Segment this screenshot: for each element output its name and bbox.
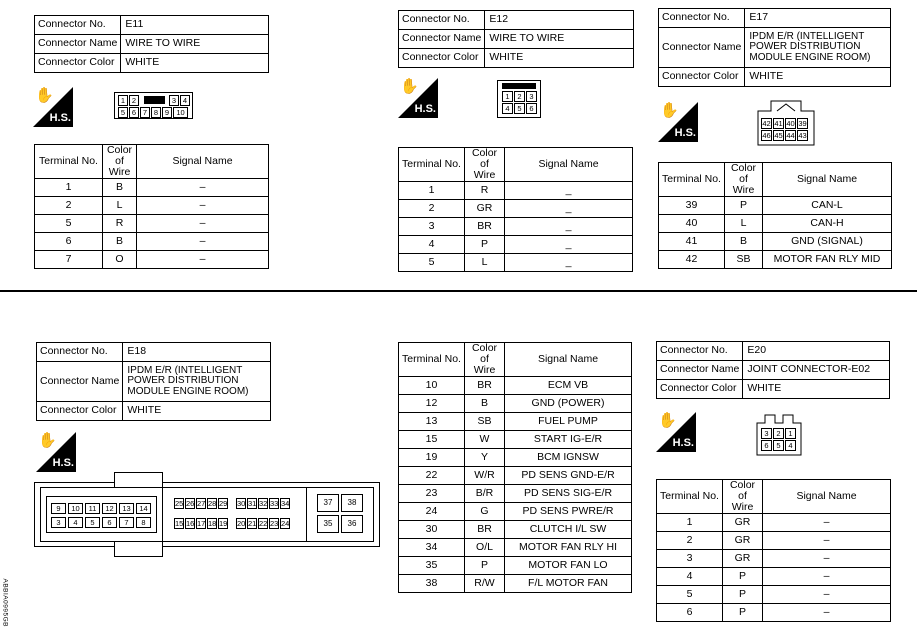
wire-color-cell: P: [465, 236, 505, 254]
e11-info-table: [34, 15, 269, 73]
table-row: [399, 218, 633, 236]
table-row: [399, 431, 632, 449]
harness-side-icon: [398, 78, 438, 118]
signal-name-cell: PD SENS SIG-E/R: [505, 485, 632, 503]
connector-no: E11: [121, 16, 269, 35]
e17-terminal-table: [658, 162, 892, 269]
connector-color: WHITE: [121, 54, 269, 73]
wire-color-cell: R/W: [465, 575, 505, 593]
signal-name-cell: –: [763, 568, 891, 586]
terminal-no-cell: 10: [399, 377, 465, 395]
wire-color-cell: BR: [465, 377, 505, 395]
signal-name-cell: PD SENS PWRE/R: [505, 503, 632, 521]
terminal-no-cell: 40: [659, 215, 725, 233]
table-row: [399, 575, 632, 593]
label: Connector Name: [657, 361, 743, 380]
table-row: [659, 233, 892, 251]
terminal-no-cell: 4: [657, 568, 723, 586]
table-row: [657, 514, 891, 532]
e20-info-table: [656, 341, 890, 399]
terminal-no-cell: 6: [657, 604, 723, 622]
wire-color-cell: GR: [723, 532, 763, 550]
pin: 44: [786, 131, 795, 140]
signal-name-cell: –: [763, 550, 891, 568]
col-header: Color of Wire: [725, 163, 763, 197]
signal-name-cell: _: [505, 254, 633, 272]
pin: 13: [119, 503, 134, 514]
wire-color-cell: GR: [723, 514, 763, 532]
pin: 10: [68, 503, 83, 514]
wire-color-cell: B: [103, 179, 137, 197]
signal-name-cell: MOTOR FAN RLY HI: [505, 539, 632, 557]
terminal-no-cell: 5: [657, 586, 723, 604]
table-row: [35, 233, 269, 251]
table-row: [657, 604, 891, 622]
connector-name: IPDM E/R (INTELLIGENT POWER DISTRIBUTION MODULE ENGINE ROOM): [745, 28, 891, 68]
terminal-no-cell: 19: [399, 449, 465, 467]
pin: 38: [341, 494, 363, 512]
connector-no: E17: [745, 9, 891, 28]
connector-color: WHITE: [745, 68, 891, 87]
col-header: Terminal No.: [659, 163, 725, 197]
connector-lock: [144, 96, 165, 104]
signal-name-cell: _: [505, 200, 633, 218]
pin: 43: [798, 131, 807, 140]
wire-color-cell: GR: [723, 550, 763, 568]
pin: 42: [762, 119, 771, 128]
terminal-no-cell: 22: [399, 467, 465, 485]
col-header: Terminal No.: [35, 145, 103, 179]
terminal-no-cell: 12: [399, 395, 465, 413]
wire-color-cell: BR: [465, 521, 505, 539]
pin: 6: [761, 440, 772, 451]
label: Connector No.: [399, 11, 485, 30]
table-row: [399, 521, 632, 539]
signal-name-cell: MOTOR FAN LO: [505, 557, 632, 575]
col-header: Signal Name: [763, 480, 891, 514]
terminal-no-cell: 4: [399, 236, 465, 254]
wire-color-cell: P: [723, 586, 763, 604]
signal-name-cell: _: [505, 182, 633, 200]
wire-color-cell: L: [103, 197, 137, 215]
pin: 9: [51, 503, 66, 514]
table-row: [399, 485, 632, 503]
wire-color-cell: B/R: [465, 485, 505, 503]
terminal-no-cell: 38: [399, 575, 465, 593]
pin: 6: [102, 517, 117, 528]
signal-name-cell: START IG-E/R: [505, 431, 632, 449]
e20-terminal-table: [656, 479, 891, 622]
table-row: [399, 200, 633, 218]
table-row: [399, 557, 632, 575]
pin: 9: [162, 107, 172, 118]
label: Connector No.: [657, 342, 743, 361]
wire-color-cell: G: [465, 503, 505, 521]
label: Connector Name: [399, 30, 485, 49]
e17-connector-face: [757, 100, 815, 146]
pin: 45: [774, 131, 783, 140]
pin: 10: [173, 107, 188, 118]
terminal-no-cell: 1: [399, 182, 465, 200]
wire-color-cell: R: [465, 182, 505, 200]
signal-name-cell: F/L MOTOR FAN: [505, 575, 632, 593]
col-header: Signal Name: [505, 343, 632, 377]
terminal-no-cell: 35: [399, 557, 465, 575]
connector-color: WHITE: [123, 402, 271, 421]
e18-info-table: [36, 342, 271, 421]
label: Connector No.: [35, 16, 121, 35]
section-divider: [0, 290, 917, 292]
pin: 20: [237, 519, 246, 528]
pin: 30: [237, 499, 246, 508]
table-row: [35, 251, 269, 269]
pin: 39: [798, 119, 807, 128]
pin: 26: [186, 499, 195, 508]
pin: 31: [248, 499, 257, 508]
pin: 16: [186, 519, 195, 528]
table-row: [35, 179, 269, 197]
pin: 23: [270, 519, 279, 528]
wire-color-cell: B: [103, 233, 137, 251]
terminal-no-cell: 2: [399, 200, 465, 218]
table-row: [35, 215, 269, 233]
pin: 46: [762, 131, 771, 140]
pin: 4: [68, 517, 83, 528]
wire-color-cell: SB: [465, 413, 505, 431]
terminal-no-cell: 2: [657, 532, 723, 550]
pin: 40: [786, 119, 795, 128]
pin: 3: [761, 428, 772, 439]
table-row: [399, 413, 632, 431]
terminal-no-cell: 24: [399, 503, 465, 521]
wire-color-cell: SB: [725, 251, 763, 269]
signal-name-cell: _: [505, 218, 633, 236]
wire-color-cell: P: [465, 557, 505, 575]
pin: 32: [259, 499, 268, 508]
connector-no: E20: [743, 342, 890, 361]
signal-name-cell: –: [137, 197, 269, 215]
wire-color-cell: R: [103, 215, 137, 233]
signal-name-cell: –: [763, 514, 891, 532]
signal-name-cell: BCM IGNSW: [505, 449, 632, 467]
signal-name-cell: GND (SIGNAL): [763, 233, 892, 251]
pin: 5: [773, 440, 784, 451]
pin: 2: [773, 428, 784, 439]
wire-color-cell: O: [103, 251, 137, 269]
terminal-no-cell: 39: [659, 197, 725, 215]
wire-color-cell: P: [723, 604, 763, 622]
e12-terminal-table: [398, 147, 633, 272]
pin: 1: [502, 91, 513, 102]
harness-side-icon: [33, 87, 73, 127]
pin: 29: [219, 499, 228, 508]
terminal-no-cell: 1: [657, 514, 723, 532]
terminal-no-cell: 13: [399, 413, 465, 431]
pin: 2: [129, 95, 139, 106]
wire-color-cell: B: [725, 233, 763, 251]
table-row: [399, 503, 632, 521]
hs-label: H.S.: [414, 103, 436, 115]
signal-name-cell: _: [505, 236, 633, 254]
pin: 3: [526, 91, 537, 102]
e11-connector-face: [114, 92, 193, 119]
pin: 7: [140, 107, 150, 118]
hand-icon: ✋: [400, 78, 419, 95]
table-row: [399, 539, 632, 557]
table-row: [659, 251, 892, 269]
signal-name-cell: ECM VB: [505, 377, 632, 395]
pin: 7: [119, 517, 134, 528]
label: Connector No.: [659, 9, 745, 28]
label: Connector Color: [399, 49, 485, 68]
connector-name: WIRE TO WIRE: [121, 35, 269, 54]
col-header: Terminal No.: [657, 480, 723, 514]
pin: 8: [136, 517, 151, 528]
signal-name-cell: PD SENS GND-E/R: [505, 467, 632, 485]
pin: 19: [219, 519, 228, 528]
pin: 17: [197, 519, 206, 528]
harness-side-icon: [36, 432, 76, 472]
hs-label: H.S.: [49, 112, 71, 124]
table-row: [657, 586, 891, 604]
label: Connector Color: [657, 380, 743, 399]
wire-color-cell: W: [465, 431, 505, 449]
connector-color: WHITE: [743, 380, 890, 399]
wire-color-cell: P: [723, 568, 763, 586]
connector-name: JOINT CONNECTOR-E02: [743, 361, 890, 380]
connector-outline: [34, 470, 380, 558]
connector-name: WIRE TO WIRE: [485, 30, 634, 49]
col-header: Terminal No.: [399, 148, 465, 182]
label: Connector Color: [659, 68, 745, 87]
terminal-no-cell: 2: [35, 197, 103, 215]
connector-name: IPDM E/R (INTELLIGENT POWER DISTRIBUTION MODULE ENGINE ROOM): [123, 362, 271, 402]
pin: 11: [85, 503, 100, 514]
pin: 3: [169, 95, 179, 106]
signal-name-cell: GND (POWER): [505, 395, 632, 413]
e18-terminal-table: [398, 342, 632, 593]
wire-color-cell: L: [465, 254, 505, 272]
table-row: [657, 568, 891, 586]
pin: 8: [151, 107, 161, 118]
e20-connector-face: [756, 414, 802, 456]
terminal-no-cell: 7: [35, 251, 103, 269]
terminal-no-cell: 1: [35, 179, 103, 197]
signal-name-cell: –: [763, 586, 891, 604]
wire-color-cell: Y: [465, 449, 505, 467]
connector-no: E12: [485, 11, 634, 30]
table-row: [399, 182, 633, 200]
pin: 41: [774, 119, 783, 128]
terminal-no-cell: 30: [399, 521, 465, 539]
hs-label: H.S.: [672, 437, 694, 449]
pin: 22: [259, 519, 268, 528]
table-row: [399, 467, 632, 485]
pin: 2: [514, 91, 525, 102]
e17-info-table: [658, 8, 891, 87]
pin: 1: [785, 428, 796, 439]
terminal-no-cell: 42: [659, 251, 725, 269]
wire-color-cell: BR: [465, 218, 505, 236]
col-header: Color of Wire: [103, 145, 137, 179]
harness-side-icon: [656, 412, 696, 452]
hand-icon: ✋: [660, 102, 679, 119]
terminal-no-cell: 3: [399, 218, 465, 236]
pin: 12: [102, 503, 117, 514]
terminal-no-cell: 23: [399, 485, 465, 503]
terminal-no-cell: 41: [659, 233, 725, 251]
table-row: [659, 197, 892, 215]
terminal-no-cell: 34: [399, 539, 465, 557]
signal-name-cell: –: [137, 215, 269, 233]
hs-label: H.S.: [674, 127, 696, 139]
signal-name-cell: CLUTCH I/L SW: [505, 521, 632, 539]
label: Connector Color: [37, 402, 123, 421]
connector-no: E18: [123, 343, 271, 362]
pin: 21: [248, 519, 257, 528]
pin: 25: [175, 499, 184, 508]
pin: 5: [85, 517, 100, 528]
signal-name-cell: CAN-H: [763, 215, 892, 233]
pin: 36: [341, 515, 363, 533]
pin: 37: [317, 494, 339, 512]
pin: 1: [118, 95, 128, 106]
pin: 24: [281, 519, 290, 528]
terminal-no-cell: 6: [35, 233, 103, 251]
connector-lock: [502, 83, 536, 89]
label: Connector Color: [35, 54, 121, 73]
pin: 4: [180, 95, 190, 106]
hand-icon: ✋: [658, 412, 677, 429]
pin: 33: [270, 499, 279, 508]
connector-color: WHITE: [485, 49, 634, 68]
col-header: Signal Name: [137, 145, 269, 179]
terminal-no-cell: 15: [399, 431, 465, 449]
terminal-no-cell: 5: [35, 215, 103, 233]
table-row: [399, 377, 632, 395]
pin: 27: [197, 499, 206, 508]
hs-label: H.S.: [52, 457, 74, 469]
wire-color-cell: P: [725, 197, 763, 215]
terminal-no-cell: 5: [399, 254, 465, 272]
hand-icon: ✋: [35, 87, 54, 104]
signal-name-cell: –: [137, 251, 269, 269]
figure-id: ABBIA0995GB: [1, 578, 9, 627]
pin: 4: [785, 440, 796, 451]
col-header: Color of Wire: [465, 343, 505, 377]
wire-color-cell: W/R: [465, 467, 505, 485]
signal-name-cell: –: [763, 604, 891, 622]
e12-connector-face: [497, 80, 541, 118]
pin: 6: [526, 103, 537, 114]
e18-connector-face: [34, 470, 380, 558]
table-row: [399, 254, 633, 272]
pin: 4: [502, 103, 513, 114]
wire-color-cell: B: [465, 395, 505, 413]
pin: 5: [118, 107, 128, 118]
col-header: Terminal No.: [399, 343, 465, 377]
table-row: [399, 449, 632, 467]
pin: 15: [175, 519, 184, 528]
terminal-no-cell: 3: [657, 550, 723, 568]
wire-color-cell: L: [725, 215, 763, 233]
signal-name-cell: –: [137, 179, 269, 197]
pin: 28: [208, 499, 217, 508]
table-row: [657, 550, 891, 568]
table-row: [399, 236, 633, 254]
table-row: [659, 215, 892, 233]
wire-color-cell: O/L: [465, 539, 505, 557]
table-row: [657, 532, 891, 550]
label: Connector Name: [37, 362, 123, 402]
signal-name-cell: MOTOR FAN RLY MID: [763, 251, 892, 269]
table-row: [35, 197, 269, 215]
pin: 3: [51, 517, 66, 528]
signal-name-cell: –: [137, 233, 269, 251]
col-header: Signal Name: [505, 148, 633, 182]
col-header: Color of Wire: [723, 480, 763, 514]
pin: 5: [514, 103, 525, 114]
pin: 34: [281, 499, 290, 508]
col-header: Color of Wire: [465, 148, 505, 182]
label: Connector Name: [659, 28, 745, 68]
signal-name-cell: –: [763, 532, 891, 550]
signal-name-cell: FUEL PUMP: [505, 413, 632, 431]
hand-icon: ✋: [38, 432, 57, 449]
label: Connector Name: [35, 35, 121, 54]
col-header: Signal Name: [763, 163, 892, 197]
wire-color-cell: GR: [465, 200, 505, 218]
e11-terminal-table: [34, 144, 269, 269]
signal-name-cell: CAN-L: [763, 197, 892, 215]
pin: 6: [129, 107, 139, 118]
pin: 18: [208, 519, 217, 528]
pin: 14: [136, 503, 151, 514]
pin: 35: [317, 515, 339, 533]
table-row: [399, 395, 632, 413]
harness-side-icon: [658, 102, 698, 142]
e12-info-table: [398, 10, 634, 68]
label: Connector No.: [37, 343, 123, 362]
